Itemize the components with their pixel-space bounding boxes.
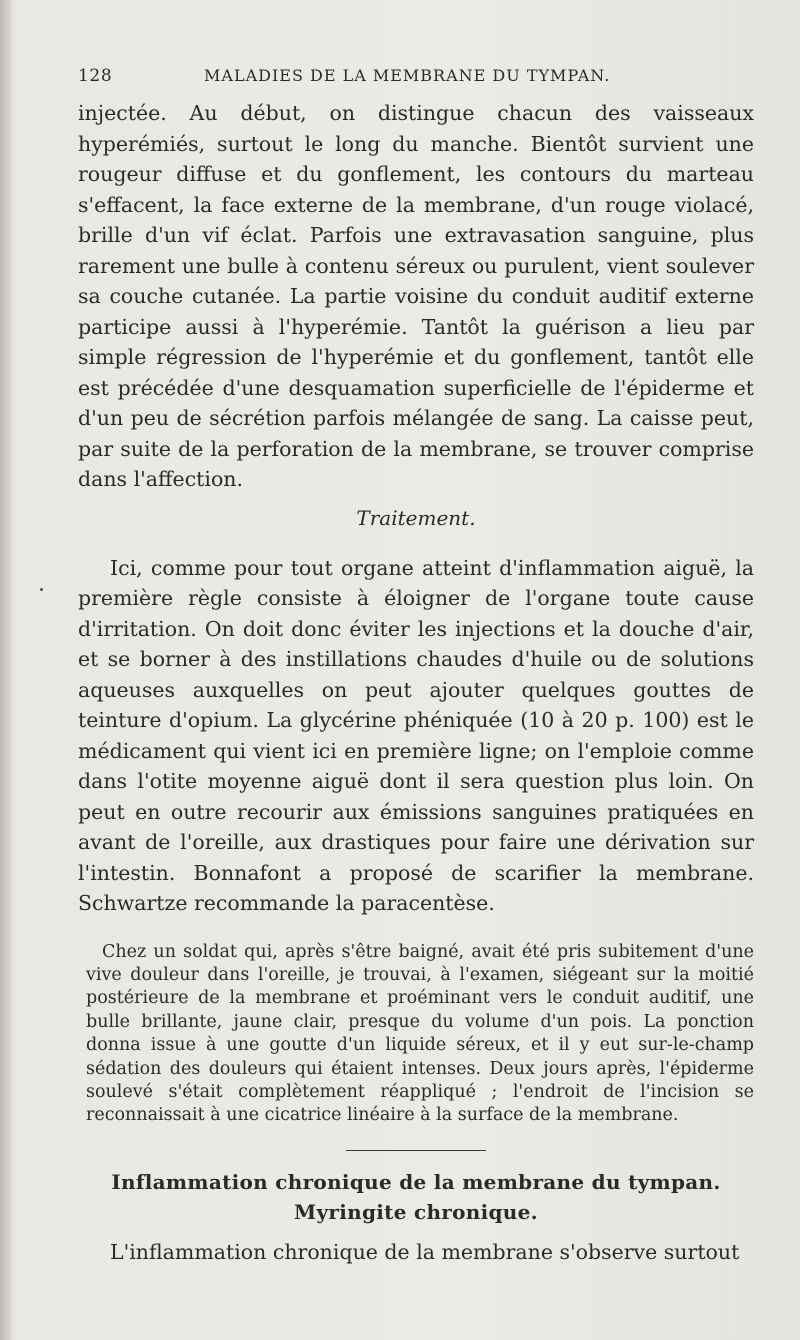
chapter-heading-line2: Myringite chronique.	[294, 1199, 538, 1224]
paragraph-case-report: Chez un soldat qui, après s'être baigné, avait été pris subitement d'une vive douleur dans l'oreille, je trouvai, à l'examen, siégeant sur la moitié postérieure de la membrane et proéminant vers le conduit auditif, une bulle brillante, jaune clair, presque du volume d'un pois. La ponction donna issue à une goutte d'un liquide séreux, et il y eut sur-le-champ sédation des douleurs qui étaient intenses. Deux jours après, l'épiderme soulevé s'était complètement réappliqué ; l'endroit de l'incision se reconnaissait à une cicatrice linéaire à la surface de la membrane.	[86, 941, 754, 1126]
paragraph-chronic-intro: L'inflammation chronique de la membrane s'observe surtout	[110, 1239, 740, 1264]
chapter-heading	[78, 1167, 754, 1227]
margin-speck	[40, 588, 43, 591]
running-title: MALADIES DE LA MEMBRANE DU TYMPAN.	[204, 66, 611, 85]
page-body	[78, 98, 754, 1267]
running-header	[78, 64, 754, 94]
paragraph-treatment: Ici, comme pour tout organe atteint d'inflammation aiguë, la première règle consiste à éloigner de l'organe toute cause d'irritation. On doit donc éviter les injections et la douche d'air, et se borner à des instillations chaudes d'huile ou de solutions aqueuses auxquelles on peut ajouter quelques gouttes de teinture d'opium. La glycérine phéniquée (10 à 20 p. 100) est le médicament qui vient ici en première ligne; on l'emploie comme dans l'otite moyenne aiguë dont il sera question plus loin. On peut en outre recourir aux émissions sanguines pratiquées en avant de l'oreille, aux drastiques pour faire une dérivation sur l'intestin. Bonnafont a proposé de scarifier la membrane. Schwartze recommande la paracentèse.	[78, 555, 754, 915]
binding-shadow	[0, 0, 12, 1340]
page-number: 128	[78, 66, 113, 86]
section-divider	[346, 1150, 486, 1151]
section-title-traitement: Traitement.	[356, 505, 476, 530]
chapter-heading-line1: Inflammation chronique de la membrane du tympan.	[111, 1169, 721, 1194]
paragraph-symptoms: injectée. Au début, on distingue chacun des vaisseaux hyperémiés, surtout le long du manche. Bientôt survient une rougeur diffuse et du gonflement, les contours du marteau s'effacent, la face externe de la membrane, d'un rouge violacé, brille d'un vif éclat. Parfois une extravasation sanguine, plus rarement une bulle à contenu séreux ou purulent, vient soulever sa couche cutanée. La partie voisine du conduit auditif externe participe aussi à l'hyperémie. Tantôt la guérison a lieu par simple régression de l'hyperémie et du gonflement, tantôt elle est précédée d'une desquamation superficielle de l'épiderme et d'un peu de sécrétion parfois mélangée de sang. La caisse peut, par suite de la perforation de la membrane, se trouver comprise dans l'affection.	[78, 101, 754, 491]
